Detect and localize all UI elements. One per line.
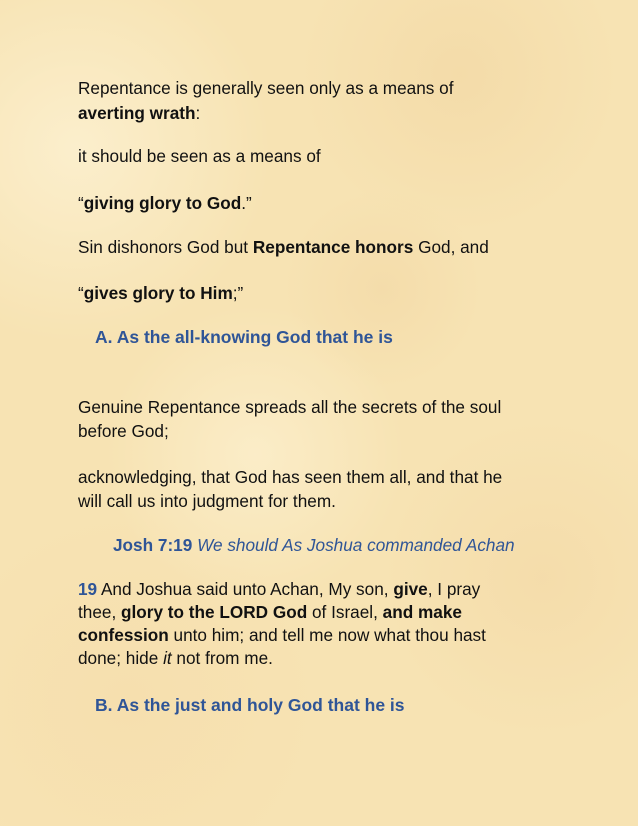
verse-number: 19 — [78, 579, 98, 599]
emphasis-confession: confession — [78, 625, 169, 645]
reference-label: Josh 7:19 — [113, 535, 193, 555]
verse-line-2 — [78, 601, 462, 624]
text: And Joshua said unto Achan, My son, — [97, 579, 394, 599]
italic-it: it — [163, 648, 172, 668]
text: not from me. — [171, 648, 273, 668]
scripture-reference — [113, 534, 515, 557]
paragraph-repentance-intro-cont — [78, 102, 200, 125]
paragraph-acknowledging-l2 — [78, 490, 336, 513]
paragraph-repentance-intro — [78, 77, 454, 100]
verse-line-1 — [78, 578, 480, 601]
emphasis-and-make: and make — [382, 602, 462, 622]
text: of Israel, — [307, 602, 383, 622]
open-quote: “ — [78, 193, 84, 213]
text: thee, — [78, 602, 122, 622]
emphasis-averting-wrath: averting wrath — [78, 103, 196, 123]
emphasis-giving-glory: giving glory to God — [83, 193, 242, 213]
text: Sin dishonors God but — [78, 237, 253, 257]
close-quote: ;” — [232, 283, 244, 303]
heading-b: B. As the just and holy God that he is — [95, 695, 405, 715]
paragraph-sin — [78, 236, 489, 259]
text: will call us into judgment for them. — [78, 491, 336, 511]
emphasis-gives-glory: gives glory to Him — [83, 283, 233, 303]
verse-line-3 — [78, 624, 486, 647]
text: it should be seen as a means of — [78, 146, 321, 166]
text: Genuine Repentance spreads all the secrets of the soul — [78, 397, 502, 417]
text: unto him; and tell me now what thou hast — [168, 625, 486, 645]
open-quote: “ — [78, 283, 84, 303]
heading-a: A. As the all-knowing God that he is — [95, 327, 393, 347]
text: Repentance is generally seen only as a means of — [78, 78, 454, 98]
text: : — [195, 103, 201, 123]
text: God, and — [413, 237, 489, 257]
paragraph-gives-glory — [78, 282, 243, 305]
emphasis-glory-to-lord: glory to the LORD God — [121, 602, 308, 622]
paragraph-acknowledging-l1 — [78, 466, 502, 489]
verse-line-4 — [78, 647, 273, 670]
text: , I pray — [427, 579, 481, 599]
close-quote: .” — [241, 193, 252, 213]
emphasis-give: give — [393, 579, 428, 599]
text: done; hide — [78, 648, 164, 668]
paragraph-glory — [78, 192, 252, 215]
paragraph-genuine-l2 — [78, 420, 169, 443]
text: before God; — [78, 421, 169, 441]
paragraph-means — [78, 145, 321, 168]
emphasis-repentance-honors: Repentance honors — [252, 237, 414, 257]
reference-note: We should As Joshua commanded Achan — [192, 535, 515, 555]
text: acknowledging, that God has seen them all, and that he — [78, 467, 503, 487]
paragraph-genuine-l1 — [78, 396, 501, 419]
